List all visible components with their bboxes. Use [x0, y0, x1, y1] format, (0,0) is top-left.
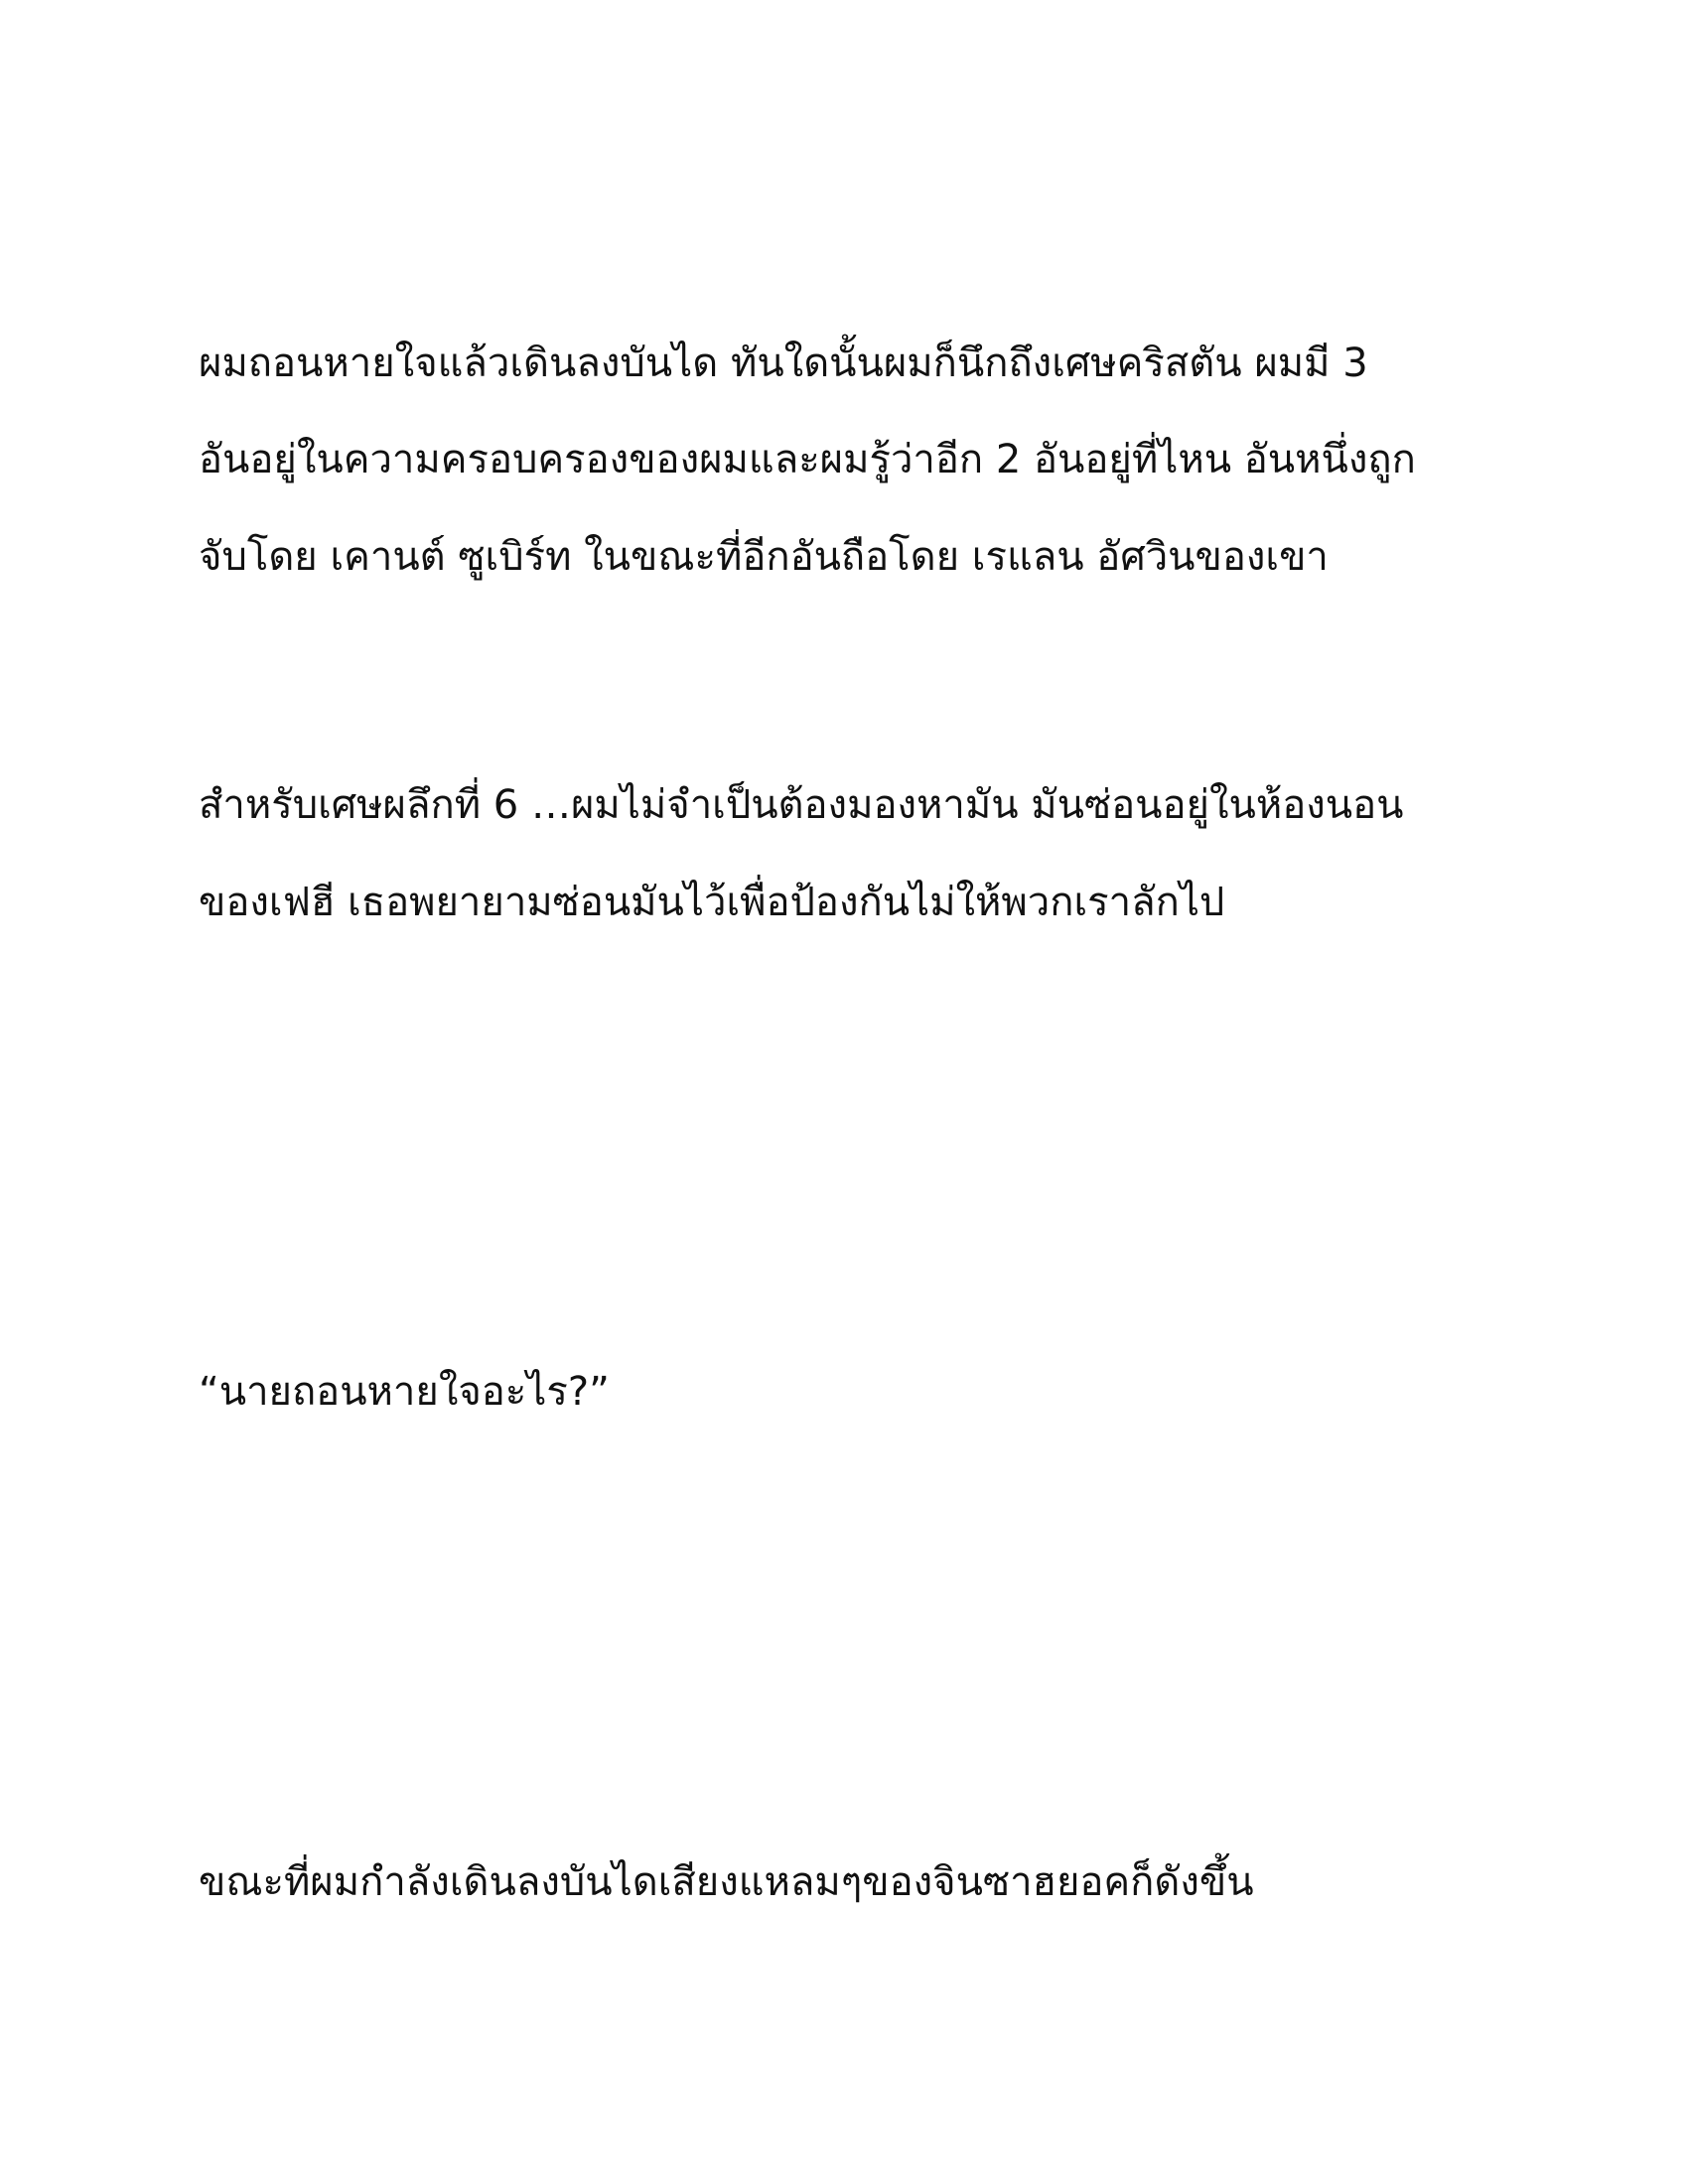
- paragraph-2-line-2: ของเฟฮี เธอพยายามซ่อนมันไว้เพื่อป้องกันไม่ให้พวกเราลักไป: [199, 880, 1225, 925]
- paragraph-1-line-1: ผมถอนหายใจแล้วเดินลงบันได ทันใดนั้นผมก็นึกถึงเศษคริสตัน ผมมี 3: [199, 341, 1368, 386]
- paragraph-1-line-3: จับโดย เคานต์ ซูเบิร์ท ในขณะที่อีกอันถือโดย เรแลน อัศวินของเขา: [199, 534, 1329, 580]
- dialogue-line: “นายถอนหายใจอะไร?”: [199, 1369, 610, 1415]
- paragraph-2-line-1: สำหรับเศษผลึกที่ 6 …ผมไม่จำเป็นต้องมองหามัน มันซ่อนอยู่ในห้องนอน: [199, 782, 1404, 828]
- paragraph-3-line: ขณะที่ผมกำลังเดินลงบันไดเสียงแหลมๆของจินซาฮยอคก็ดังขึ้น: [199, 1859, 1254, 1905]
- paragraph-1-line-2: อันอยู่ในความครอบครองของผมและผมรู้ว่าอีก 2 อันอยู่ที่ไหน อันหนึ่งถูก: [199, 437, 1416, 482]
